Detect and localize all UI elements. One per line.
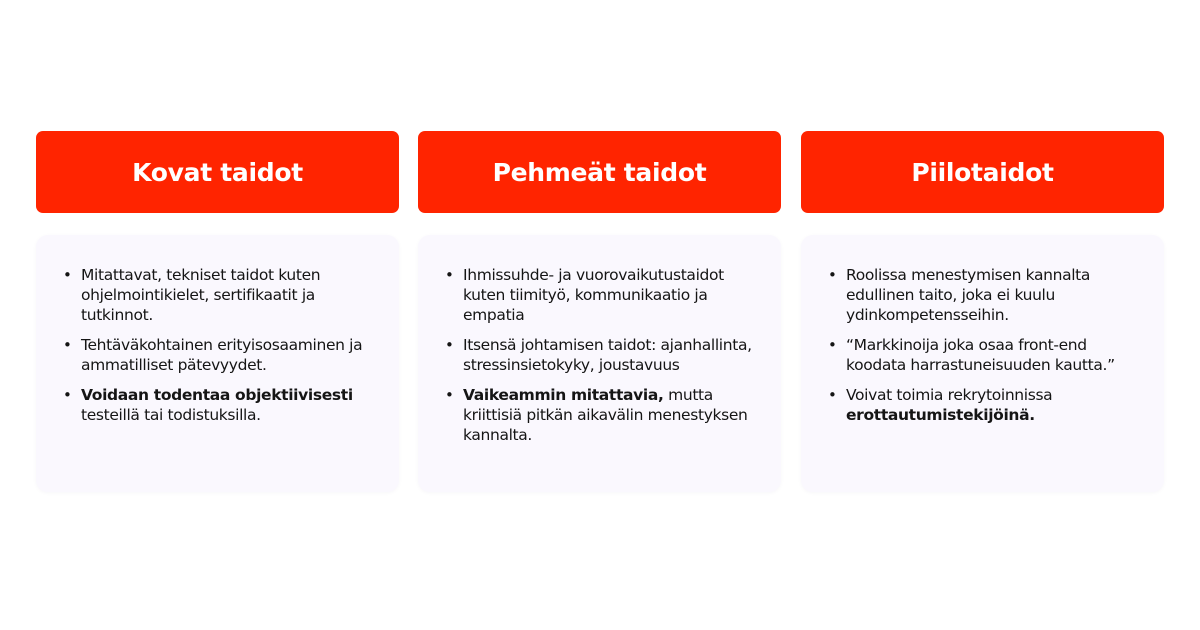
bullet-icon: • <box>828 386 837 404</box>
item-text: Itsensä johtamisen taidot: ajanhallinta, stressinsietokyky, joustavuus <box>463 336 752 374</box>
list-item <box>63 265 381 325</box>
column-card <box>36 235 399 492</box>
column-title: Pehmeät taidot <box>492 157 707 187</box>
bullet-icon: • <box>63 386 72 404</box>
item-text: mutta kriittisiä pitkän aikavälin menestyksen kannalta. <box>463 386 748 444</box>
item-text: Roolissa menestymisen kannalta edullinen taito, joka ei kuulu ydinkompetensseihin. <box>846 266 1091 324</box>
bullet-icon: • <box>828 336 837 354</box>
list-item <box>445 385 763 445</box>
column-header <box>801 131 1164 213</box>
list-item <box>828 265 1146 325</box>
item-text: Tehtäväkohtainen erityisosaaminen ja ammatilliset pätevyydet. <box>81 336 363 374</box>
bullet-list <box>63 265 381 425</box>
list-item <box>828 385 1146 425</box>
column-title: Piilotaidot <box>911 157 1054 187</box>
column-card <box>801 235 1164 492</box>
bullet-icon: • <box>445 386 454 404</box>
column-header <box>36 131 399 213</box>
list-item <box>63 335 381 375</box>
item-text: Voivat toimia rekrytoinnissa <box>846 386 1053 404</box>
bullet-list <box>445 265 763 445</box>
list-item <box>828 335 1146 375</box>
item-bold-text: Voidaan todentaa objektiivisesti <box>81 386 353 404</box>
list-item <box>445 265 763 325</box>
column-soft-skills <box>418 131 781 492</box>
bullet-icon: • <box>445 266 454 284</box>
list-item <box>63 385 381 425</box>
item-text: Mitattavat, tekniset taidot kuten ohjelmointikielet, sertifikaatit ja tutkinnot. <box>81 266 321 324</box>
item-text: testeillä tai todistuksilla. <box>81 406 261 424</box>
column-header <box>418 131 781 213</box>
column-hidden-skills <box>801 131 1164 492</box>
column-hard-skills <box>36 131 399 492</box>
item-bold-text: erottautumistekijöinä. <box>846 406 1035 424</box>
list-item <box>445 335 763 375</box>
bullet-icon: • <box>445 336 454 354</box>
item-text: Ihmissuhde- ja vuorovaikutustaidot kuten tiimityö, kommunikaatio ja empatia <box>463 266 724 324</box>
column-title: Kovat taidot <box>132 157 303 187</box>
item-bold-text: Vaikeammin mitattavia, <box>463 386 664 404</box>
bullet-icon: • <box>63 336 72 354</box>
bullet-icon: • <box>63 266 72 284</box>
column-card <box>418 235 781 492</box>
bullet-icon: • <box>828 266 837 284</box>
bullet-list <box>828 265 1146 425</box>
item-text: “Markkinoija joka osaa front-end koodata harrastuneisuuden kautta.” <box>846 336 1115 374</box>
